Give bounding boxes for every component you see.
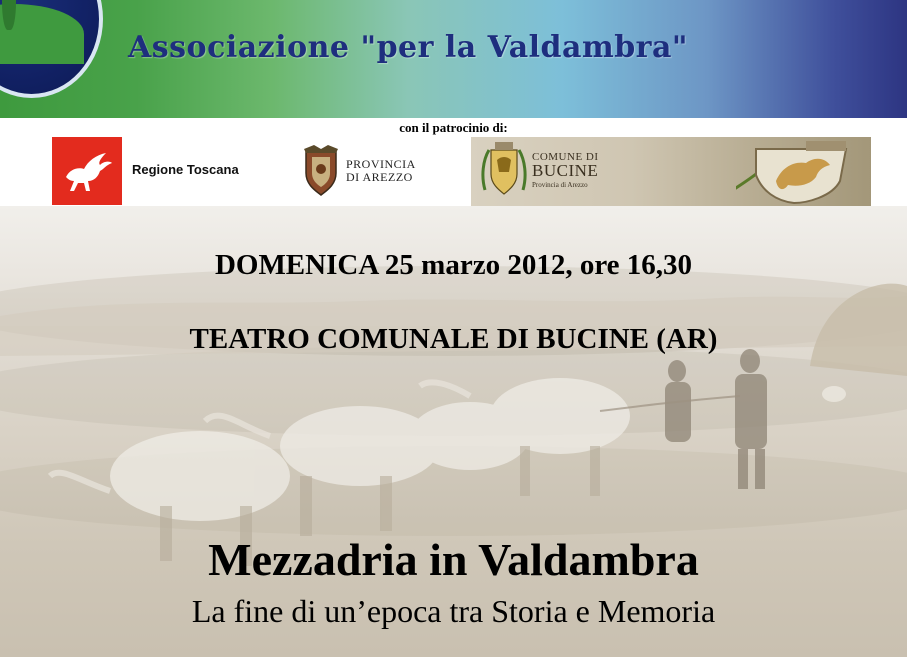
sponsor-comune-bucine	[471, 137, 871, 206]
event-title: Mezzadria in Valdambra	[208, 534, 699, 585]
lion-shield-icon	[736, 141, 866, 205]
sponsor-regione-toscana	[52, 137, 260, 205]
association-logo	[0, 0, 103, 98]
comune-line1: COMUNE DI	[532, 151, 599, 163]
provincia-line2: DI AREZZO	[346, 170, 413, 184]
event-date: DOMENICA 25 marzo 2012, ore 16,30	[214, 249, 693, 281]
association-title: Associazione "per la Valdambra"	[128, 30, 689, 65]
comune-line3: Provincia di Arezzo	[532, 181, 588, 189]
regione-toscana-label: Regione Toscana	[132, 162, 239, 177]
event-subtitle: La fine di un’epoca tra Storia e Memoria	[191, 593, 716, 629]
patronage-label: con il patrocinio di:	[399, 120, 508, 135]
provincia-crest-icon	[300, 145, 342, 197]
sponsor-provincia-arezzo	[298, 143, 426, 201]
pegasus-logo-icon	[52, 137, 122, 205]
provincia-line1: PROVINCIA	[346, 157, 416, 171]
bucine-crest-icon	[481, 140, 527, 202]
comune-line2: BUCINE	[532, 161, 599, 180]
header-banner	[0, 0, 907, 118]
event-venue: TEATRO COMUNALE DI BUCINE (AR)	[189, 323, 718, 355]
